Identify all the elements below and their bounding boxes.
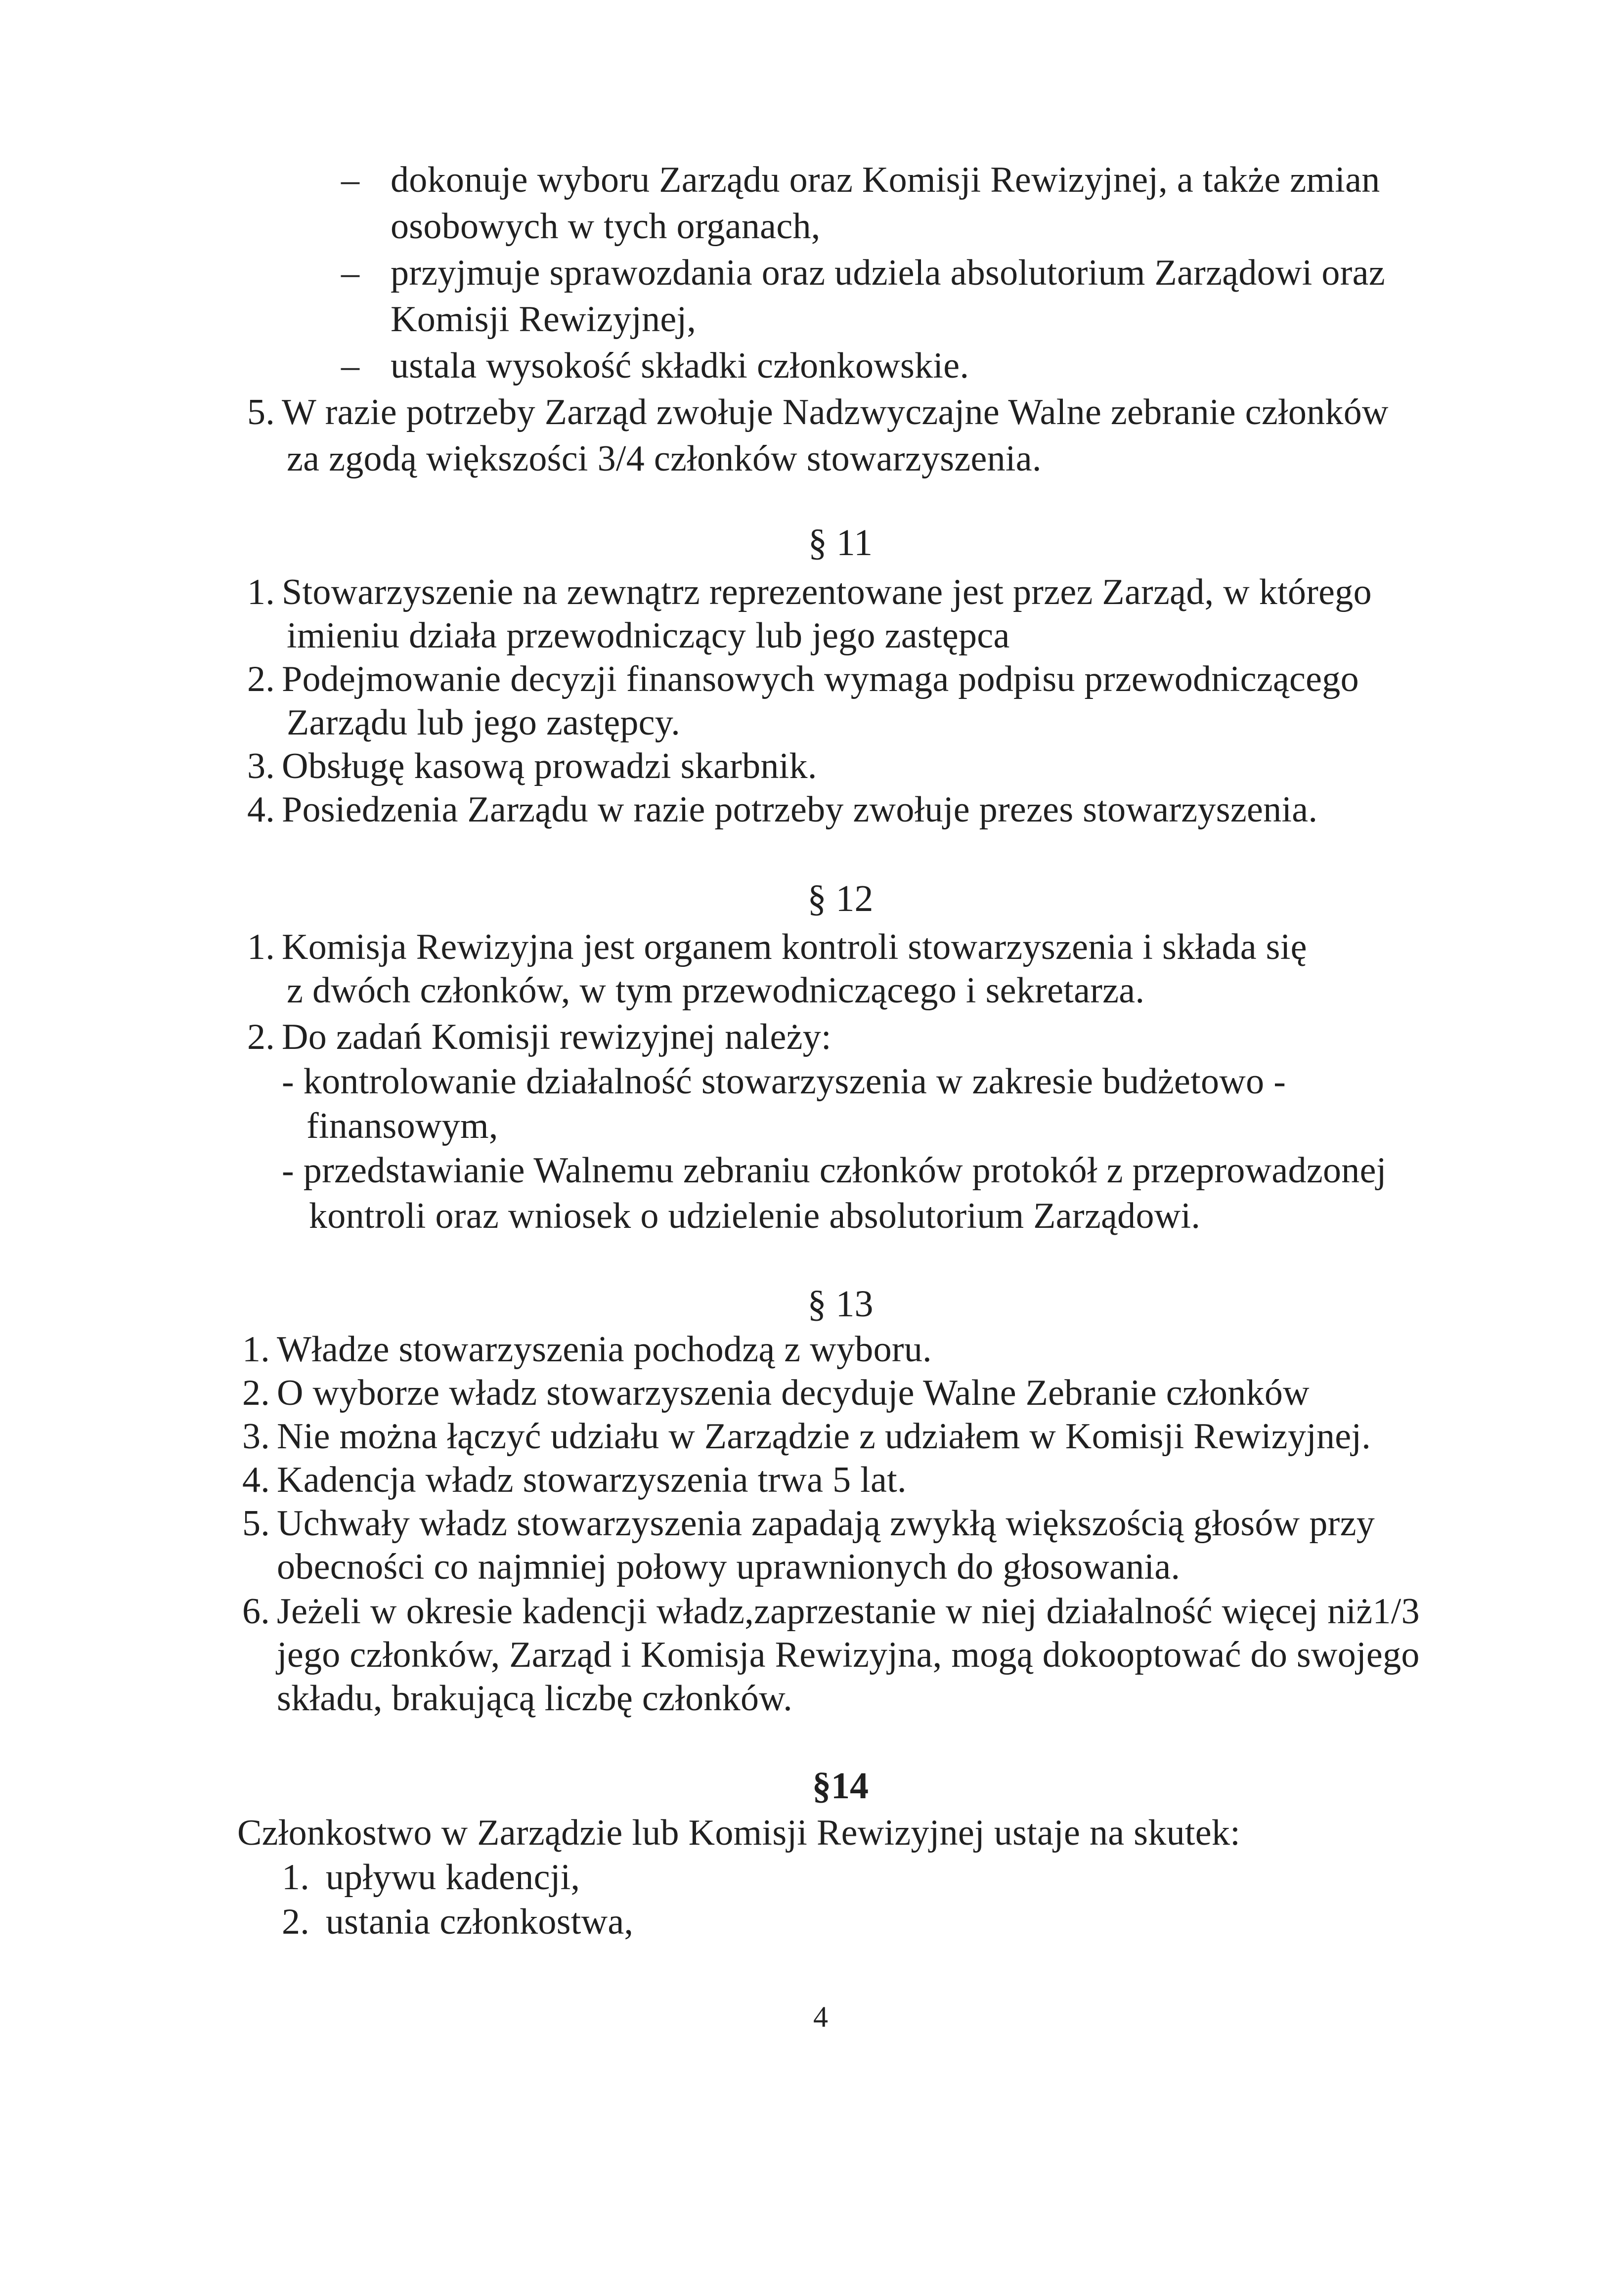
s14-item-2: 2. ustania członkostwa, [282,1898,633,1946]
intro-item-2-line-2: Komisji Rewizyjnej, [391,299,697,340]
s11-item-3: 3. Obsługę kasową prowadzi skarbnik. [247,742,817,790]
s13-item-3: 3. Nie można łączyć udziału w Zarządzie z udziałem w Komisji Rewizyjnej. [242,1413,1371,1460]
s12-subitem-1-line-2: finansowym, [306,1106,498,1146]
item-number: 2. [242,1373,270,1413]
s14-item-1: 1. upływu kadencji, [282,1854,580,1901]
s11-item-1-line-1: 1. Stowarzyszenie na zewnątrz reprezentowane jest przez Zarząd, w którego [247,568,1372,616]
item-number: 4. [242,1460,270,1500]
dash-marker: - [282,1150,294,1191]
item-number: 1. [247,572,275,612]
s13-item-5-line-1: 5. Uchwały władz stowarzyszenia zapadają zwykłą większością głosów przy [242,1500,1375,1547]
s12-subitem-2-line-2: kontroli oraz wniosek o udzielenie absolutorium Zarządowi. [309,1196,1201,1236]
s11-item-1-line-2: imieniu działa przewodniczący lub jego zastępca [287,615,1010,656]
item-number: 3. [247,746,275,786]
item-number: 1. [247,927,275,967]
dash-marker: – [341,253,360,293]
intro-item-1-line-2: osobowych w tych organach, [391,206,821,247]
s12-item-1-line-2: z dwóch członków, w tym przewodniczącego i sekretarza. [287,970,1145,1011]
dash-marker: – [341,160,360,200]
s11-item-2-line-1: 2. Podejmowanie decyzji finansowych wymaga podpisu przewodniczącego [247,655,1359,703]
s13-item-5-line-2: obecności co najmniej połowy uprawnionych do głosowania. [277,1547,1181,1587]
dash-marker: - [282,1061,294,1102]
s13-item-6-line-2: jego członków, Zarząd i Komisja Rewizyjna, mogą dokooptować do swojego [277,1635,1420,1675]
page-number: 4 [813,2000,828,2033]
s13-item-6-line-1: 6. Jeżeli w okresie kadencji władz,zaprzestanie w niej działalność więcej niż1/3 [242,1588,1420,1635]
s13-item-6-line-3: składu, brakującą liczbę członków. [277,1678,793,1719]
s11-item-2-line-2: Zarządu lub jego zastępcy. [287,702,681,743]
intro-item-1-line-1: – dokonuje wyboru Zarządu oraz Komisji Rewizyjnej, a także zmian [341,156,1380,204]
s14-intro: Członkostwo w Zarządzie lub Komisji Rewizyjnej ustaje na skutek: [237,1813,1241,1853]
item-number: 2. [247,659,275,699]
section-13-heading: § 13 [807,1283,874,1325]
section-11-heading: § 11 [808,522,873,563]
point-5-line-1: 5. W razie potrzeby Zarząd zwołuje Nadzwyczajne Walne zebranie członków [247,389,1389,436]
item-number: 6. [242,1591,270,1632]
s13-item-2: 2. O wyborze władz stowarzyszenia decyduje Walne Zebranie członków [242,1369,1310,1417]
item-number: 5. [247,392,275,433]
item-number: 1. [282,1857,310,1898]
intro-item-2-line-1: – przyjmuje sprawozdania oraz udziela absolutorium Zarządowi oraz [341,249,1385,297]
item-number: 4. [247,789,275,830]
item-number: 3. [242,1416,270,1457]
item-number: 5. [242,1503,270,1544]
s12-item-1-line-1: 1. Komisja Rewizyjna jest organem kontroli stowarzyszenia i składa się [247,923,1307,971]
s12-subitem-2-line-1: - przedstawianie Walnemu zebraniu członków protokół z przeprowadzonej [282,1150,1387,1191]
intro-item-3-line-1: – ustala wysokość składki członkowskie. [341,342,969,390]
s12-subitem-1-line-1: - kontrolowanie działalność stowarzyszenia w zakresie budżetowo - [282,1061,1286,1102]
item-number: 2. [282,1902,310,1942]
s12-item-2: 2. Do zadań Komisji rewizyjnej należy: [247,1013,831,1061]
dash-marker: – [341,346,360,386]
section-12-heading: § 12 [807,878,874,919]
s13-item-1: 1. Władze stowarzyszenia pochodzą z wyboru. [242,1326,932,1373]
s11-item-4: 4. Posiedzenia Zarządu w razie potrzeby zwołuje prezes stowarzyszenia. [247,786,1317,833]
item-number: 2. [247,1017,275,1057]
item-number: 1. [242,1329,270,1370]
section-14-heading: §14 [812,1765,869,1807]
s13-item-4: 4. Kadencja władz stowarzyszenia trwa 5 lat. [242,1456,907,1504]
point-5-line-2: za zgodą większości 3/4 członków stowarzyszenia. [287,438,1042,479]
